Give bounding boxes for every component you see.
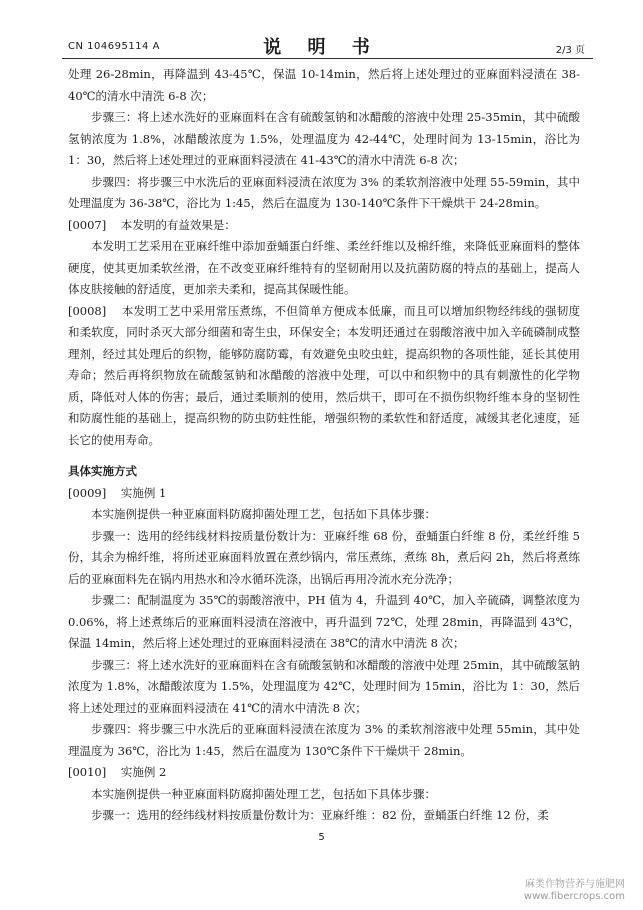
paragraph: 处理 26-28min，再降温到 43-45℃，保温 10-14min，然后将上述处理过的亚麻面料浸渍在 38-40℃的清水中清洗 6-8 次；: [68, 67, 580, 103]
numbered-paragraph: [68, 301, 580, 452]
paragraph-text: 本发明的有益效果是：: [120, 217, 236, 232]
patent-number: CN 104695114 A: [68, 41, 160, 52]
numbered-paragraph: [68, 762, 580, 784]
example-title: 实施例 2: [120, 765, 167, 779]
example-title: 实施例 1: [120, 485, 167, 500]
paragraph: 本实施例提供一种亚麻面料防腐抑菌处理工艺，包括如下具体步骤：: [91, 507, 436, 521]
paragraph: 步骤三：将上述水洗好的亚麻面料在含有硫酸氢钠和冰醋酸的溶液中处理 25-35min，其中硫酸氢钠浓度为 1.8%，冰醋酸浓度为 1.5%，处理温度为 42-44℃，处理时间为 13-15min，浴比为 1：30，然后将上述处理过的亚麻面料浸渍在 41-43℃的清水中清洗 6-8 次；: [68, 110, 580, 167]
paragraph: 步骤一：选用的经纬线材料按质量份数计为：亚麻纤维 68 份，蚕蛹蛋白纤维 8 份，柔丝纤维 5 份，其余为棉纤维，将所述亚麻面料放置在煮纱锅内，常压煮练，煮练 8h，煮后闷 2h，然后将煮练后的亚麻面料先在锅内用热水和冷水循环洗涤，出锅后再用冷流水充分洗净；: [68, 528, 580, 586]
numbered-paragraph: [68, 483, 580, 505]
page-number: 5: [318, 832, 325, 843]
paragraph: 步骤四：将步骤三中水洗后的亚麻面料浸渍在浓度为 3% 的柔软剂溶液中处理 55-59min，其中处理温度为 36-38℃，浴比为 1:45，然后在温度为 130-140℃条件下干燥烘干 24-28min。: [68, 174, 580, 210]
paragraph: 步骤一：选用的经纬线材料按质量份数计为：亚麻纤维 ：82 份，蚕蛹蛋白纤维 12 份，柔: [91, 808, 549, 822]
spacer: [68, 451, 580, 461]
document-body: [68, 64, 580, 827]
numbered-paragraph: [68, 215, 580, 237]
page-title: 说 明 书: [263, 37, 380, 58]
paragraph: 步骤二：配制温度为 35℃的弱酸溶液中，PH 值为 4，升温到 40℃，加入辛硫磷，调整浓度为 0.06%，将上述煮练后的亚麻面料浸渍在溶液中，再升温到 72℃，处理 28min，再降温到 43℃，保温 14min，然后将上述处理过的亚麻面料浸渍在 38℃的清水中清洗 8 次；: [68, 593, 580, 650]
watermark: [524, 879, 625, 903]
header-divider: [62, 58, 593, 59]
paragraph-tag: [0010]: [68, 765, 107, 779]
paragraph-text: 本发明工艺中采用常压煮练，不但简单方便成本低廉，而且可以增加织物经纬线的强韧度和柔软度，同时杀灭大部分细菌和寄生虫，环保安全；本发明还通过在弱酸溶液中加入辛硫磷制成整理剂，经过其处理后的织物，能够防腐防霉，有效避免虫咬虫蛀，提高织物的各项性能，延长其使用寿命；然后再将织物放在硫酸氢钠和冰醋酸的溶液中处理，可以中和织物中的具有刺激性的化学物质，降低对人体的伤害；最后，通过柔顺剂的使用，然后烘干，即可在不损伤织物纤维本身的坚韧性和防腐性能的基础上，提高织物的防虫防蛀性能，增强织物的柔软性和舒适度，减缓其老化速度，延长它的使用寿命。: [68, 303, 580, 447]
paragraph-tag: [0008]: [68, 303, 107, 318]
paragraph: 本实施例提供一种亚麻面料防腐抑菌处理工艺，包括如下具体步骤：: [91, 786, 436, 801]
watermark-line: www.fibercrops.com: [523, 891, 625, 902]
section-heading: 具体实施方式: [68, 464, 137, 478]
page-count: 2/3 页: [555, 45, 585, 56]
paragraph: 步骤四：将步骤三中水洗后的亚麻面料浸渍在浓度为 3% 的柔软剂溶液中处理 55min，其中处理温度为 36℃，浴比为 1:45，然后在温度为 130℃条件下干燥烘干 28min。: [68, 722, 580, 758]
paragraph: 步骤三：将上述水洗好的亚麻面料在含有硫酸氢钠和冰醋酸的溶液中处理 25min，其中硫酸氢钠浓度为 1.8%，冰醋酸浓度为 1.5%，处理温度为 42℃，处理时间为 15min，浴比为 1：30，然后将上述处理过的亚麻面料浸渍在 41℃的清水中清洗 8 次；: [68, 657, 580, 715]
watermark-line: 麻类作物营养与施肥网: [525, 879, 625, 890]
paragraph: 本发明工艺采用在亚麻纤维中添加蚕蛹蛋白纤维、柔丝纤维以及棉纤维，来降低亚麻面料的整体硬度，使其更加柔软丝滑，在不改变亚麻纤维特有的坚韧耐用以及抗菌防腐的特点的基础上，提高人体皮肤接触的舒适度，更加亲夫柔和，提高其保暖性能。: [68, 239, 580, 296]
paragraph-tag: [0009]: [68, 485, 107, 500]
paragraph-tag: [0007]: [68, 217, 107, 232]
